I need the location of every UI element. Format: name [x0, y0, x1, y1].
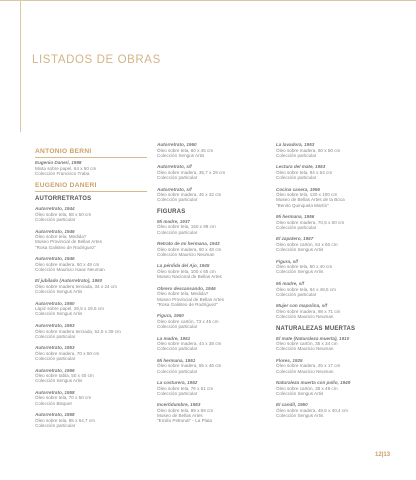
artwork-title: Autorretrato, s/f — [157, 186, 192, 192]
list-item — [35, 278, 147, 294]
column-1 — [35, 142, 147, 434]
artwork-title: Lectura del mate, 1953 — [276, 164, 326, 170]
artwork-title: El mate (Naturaleza muerta), 1910 — [276, 335, 350, 341]
section-rule — [35, 191, 147, 192]
subheading-figuras: FIGURAS — [157, 208, 186, 215]
list-item — [157, 402, 269, 423]
artwork-title: Incertidumbre, 1953 — [157, 402, 201, 408]
list-item — [157, 336, 269, 352]
artwork-details: Óleo sobre tela, 64 x 48,5 cm Colección particular — [276, 286, 337, 297]
artwork-title: Autorretrato, 1956 — [35, 367, 75, 373]
artwork-details: Óleo sobre madera terciada, 34 x 24 cm Colección Sengus Artis — [35, 283, 117, 295]
artwork-title: La pérdida del Ajo, 1945 — [157, 263, 210, 269]
artwork-details: Óleo sobre tela, 89 x 69 cm Museo de Bellas Artes "Emilio Pettoruti" - La Plata — [157, 408, 214, 424]
artwork-title: Autorretrato, 1958 — [35, 389, 75, 395]
artwork-details: Óleo sobre madera, 25 x 17 cm Colección Mauricio Neuman — [276, 363, 341, 374]
list-item — [157, 142, 269, 158]
artwork-title: Cocina casera, 1956 — [276, 186, 320, 192]
artwork-title: Autorretrato, 1944 — [35, 206, 75, 212]
list-item — [276, 214, 388, 230]
artwork-title: Autorretrato, 1950 — [35, 300, 75, 306]
list-item — [35, 160, 147, 176]
list-item — [35, 390, 147, 406]
artwork-details: Óleo sobre tela, 85 x 64,7 cm Colección particular — [35, 417, 96, 428]
list-item — [157, 164, 269, 180]
artwork-details: Óleo sobre madera, 98 x 71 cm Colección Mauricio Neuman — [276, 308, 341, 320]
list-item — [276, 402, 388, 418]
list-item — [35, 206, 147, 222]
artwork-details: Óleo sobre madera, 55 x 46 cm Colección particular — [157, 363, 222, 374]
artwork-title: Eugenio Daneri, 1998 — [35, 160, 82, 165]
artwork-title: La lavadora, 1953 — [276, 142, 315, 147]
artwork-title: Obrero descansando, 1946 — [157, 285, 216, 291]
list-item — [276, 142, 388, 158]
artwork-title: Flores, 1925 — [276, 357, 303, 363]
list-item — [157, 286, 269, 307]
artwork-details: Óleo sobre tela, 58 x 50 cm Colección particular — [35, 211, 92, 223]
artwork-details: Óleo sobre tela, 50 x 40 cm Colección Sengus Artis — [276, 264, 333, 275]
list-item — [157, 263, 269, 279]
artwork-details: Óleo sobre cartón, 35 x 34 cm Colección Mauricio Neuman — [276, 341, 338, 352]
artwork-title: Retrato de mi hermana, 1943 — [157, 241, 220, 247]
left-vertical-rule — [20, 0, 21, 132]
list-item — [276, 281, 388, 297]
list-item — [276, 164, 388, 180]
artwork-title: Autorretrato, s/f — [157, 164, 192, 170]
artwork-details: Óleo sobre cartón, 64 x 60 cm Colección Sengus Artis — [276, 241, 338, 253]
artwork-title: Mi madre, 1937 — [157, 218, 190, 224]
artwork-details: Óleo sobre madera, 49,5 x 40,4 cm Colección Sengus Artis — [276, 408, 349, 419]
list-item — [35, 256, 147, 272]
artwork-details: Óleo sobre madera, 70,5 x 60 cm Colección particular — [276, 219, 345, 230]
list-item — [276, 236, 388, 252]
list-item — [276, 303, 388, 319]
list-item — [157, 313, 269, 329]
artwork-details: Óleo sobre tela, 130 x 100 cm Museo de Bellas Artes de la Boca "Benito Quinquela Martín" — [276, 192, 345, 208]
list-item — [276, 380, 388, 396]
artwork-title: El zapatero, 1957 — [276, 236, 314, 242]
artwork-details: Lápiz sobre papel, 26,5 x 19,5 cm Colección Sengus Artis — [35, 306, 104, 317]
artwork-title: Mujer con mapolina, s/f — [276, 303, 328, 309]
list-item — [157, 380, 269, 396]
artwork-details: Óleo sobre tela, 60 x 45 cm Colección Sengus Artis — [157, 147, 214, 158]
list-item — [276, 259, 388, 275]
artwork-details: Mixta sobre papel, 64 x 50 cm Colección Francisco Traba — [35, 165, 97, 176]
artwork-details: Óleo sobre tela, Medida? Museo Provincial de Bellas Artes "Rosa Galisteo de Rodríguez" — [157, 291, 224, 307]
artwork-details: Óleo sobre tela, Medida? Museo Provincial de Bellas Artes "Rosa Galisteo de Rodríguez" — [35, 234, 102, 250]
list-item — [157, 241, 269, 257]
page-number: 12|13 — [375, 452, 391, 458]
artwork-title: Autorretrato, 1953 — [35, 345, 75, 351]
artwork-title: Mi hermana, 1956 — [276, 214, 315, 220]
artwork-title: Autorretrato, 1946 — [35, 256, 75, 262]
artwork-details: Óleo sobre tela, 100 x 65 cm Museo Nacional de Bellas Artes — [157, 269, 222, 280]
artwork-title: Autorretrato, 1953 — [35, 322, 75, 328]
subheading-naturalezas-muertas: NATURALEZAS MUERTAS — [276, 325, 356, 332]
artwork-title: Autorretrato, 1960 — [157, 142, 197, 147]
artwork-details: Óleo sobre madera terciada, 52,5 x 39 cm Colección particular — [35, 328, 121, 339]
list-item — [276, 187, 388, 208]
list-item — [276, 358, 388, 374]
list-item — [276, 336, 388, 352]
artwork-details: Óleo sobre madera, 60 x 48 cm Colección Mauricio Neuman — [157, 246, 222, 257]
artwork-title: Mi madre, s/f — [276, 280, 305, 286]
list-item — [35, 368, 147, 384]
artwork-details: Óleo sobre tela, 84 x 64 cm Colección particular — [276, 169, 333, 181]
list-item — [157, 219, 269, 235]
artwork-title: Autorretrato, 1946 — [35, 228, 75, 234]
list-item — [35, 301, 147, 317]
artwork-title: Naturaleza muerta con pollo, 1949 — [276, 380, 351, 386]
column-2 — [157, 142, 269, 430]
artwork-title: Figura, 1950 — [157, 313, 184, 319]
list-item — [35, 412, 147, 428]
subheading-autorretratos: AUTORRETRATOS — [35, 196, 92, 203]
artwork-details: Óleo sobre madera, 60 x 50 cm Colección particular — [276, 147, 341, 158]
section-rule — [35, 157, 147, 158]
list-item — [157, 358, 269, 374]
artwork-title: Autorretrato, 1958 — [35, 412, 75, 418]
artwork-details: Óleo sobre madera, 45 x 32 cm Colección particular — [157, 192, 222, 203]
artwork-details: Óleo sobre madera, 50 x 48 cm Colección Mauricio Isaac Neuman — [35, 261, 105, 272]
artwork-details: Óleo sobre madera, 44 x 38 cm Colección particular — [157, 341, 222, 352]
list-item — [35, 323, 147, 339]
artwork-details: Óleo sobre tabla, 50 x 40 cm Colección Sengus Artis — [35, 373, 94, 384]
top-rule — [0, 0, 416, 1]
page-title: LISTADOS DE OBRAS — [32, 54, 161, 66]
artwork-details: Óleo sobre madera, 70 x 50 cm Colección particular — [35, 350, 100, 362]
artwork-title: Figura, s/f — [276, 258, 298, 264]
artwork-title: El jubilado (Autorretrato), 1950 — [35, 278, 103, 284]
artwork-details: Óleo sobre tela, 150 x 99 cm Colección particular — [157, 224, 216, 235]
artwork-details: Óleo sobre tela, 76 x 51 cm Colección particular — [157, 385, 214, 396]
list-item — [157, 187, 269, 203]
artwork-title: La costurera, 1952 — [157, 380, 198, 386]
list-item — [35, 229, 147, 250]
artwork-details: Óleo sobre tela, 70 x 50 cm Colección Bisquer — [35, 395, 92, 406]
artwork-details: Óleo sobre madera, 35,7 x 29 cm Colección particular — [157, 169, 226, 181]
artwork-title: Mi hermana, 1951 — [157, 357, 196, 363]
column-3 — [276, 142, 388, 425]
list-item — [35, 345, 147, 361]
section-heading-daneri: EUGENIO DANERI — [35, 182, 97, 190]
artwork-title: El candil, 1950 — [276, 402, 308, 408]
section-heading-berni: ANTONIO BERNI — [35, 148, 92, 155]
artwork-title: La madre, 1951 — [157, 335, 191, 341]
artwork-details: Óleo sobre cartón, 38 x 48 cm Colección Sengus Artis — [276, 385, 338, 396]
artwork-details: Óleo sobre cartón, 73 x 45 cm Colección particular — [157, 318, 219, 330]
